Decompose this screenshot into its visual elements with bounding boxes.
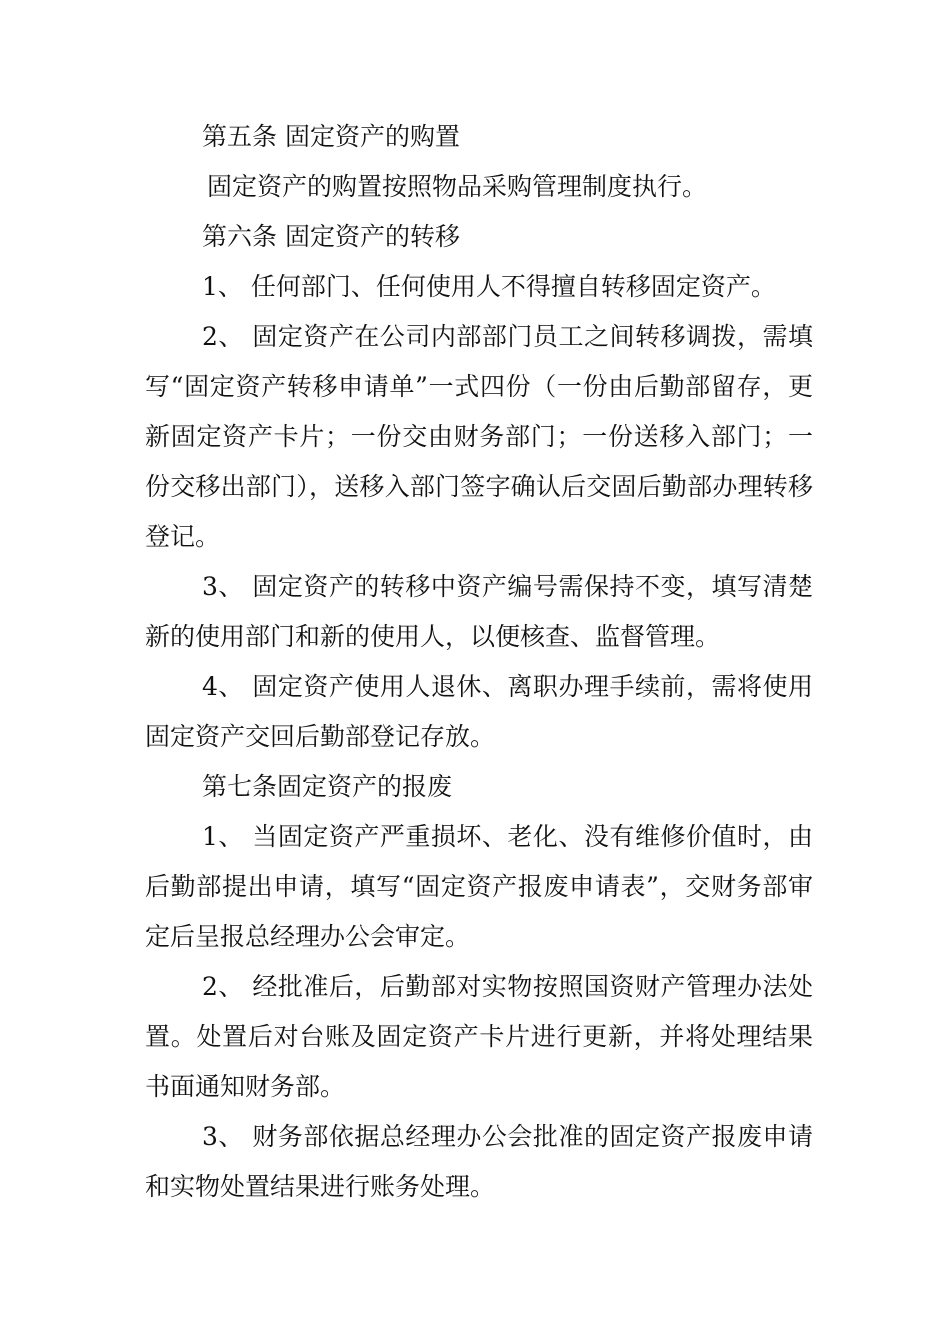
article-6-item-4: 4、 固定资产使用人退休、离职办理手续前，需将使用固定资产交回后勤部登记存放。 [145,672,813,751]
article-6-heading: 第六条 固定资产的转移 [202,222,460,251]
article-7-item-3: 3、 财务部依据总经理办公会批准的固定资产报废申请和实物处置结果进行账务处理。 [145,1122,813,1201]
article-5-paragraph: 固定资产的购置按照物品采购管理制度执行。 [207,172,708,201]
article-7-item-2: 2、 经批准后，后勤部对实物按照国资财产管理办法处置。处置后对台账及固定资产卡片进行更新，并将处理结果书面通知财务部。 [145,972,813,1101]
article-6-item-2: 2、 固定资产在公司内部部门员工之间转移调拨，需填写“固定资产转移申请单”一式四份（一份由后勤部留存，更新固定资产卡片；一份交由财务部门；一份送移入部门；一份交移出部门），送移入部门签字确认后交固后勤部办理转移登记。 [145,322,813,551]
document-body [145,112,813,1212]
article-6-item-1: 1、 任何部门、任何使用人不得擅自转移固定资产。 [202,272,776,301]
article-7-heading: 第七条固定资产的报废 [202,772,453,801]
article-5-heading: 第五条 固定资产的购置 [202,122,460,151]
article-7-item-1: 1、 当固定资产严重损坏、老化、没有维修价值时，由后勤部提出申请，填写“固定资产报废申请表”，交财务部审定后呈报总经理办公会审定。 [145,822,813,951]
article-6-item-3: 3、 固定资产的转移中资产编号需保持不变，填写清楚新的使用部门和新的使用人，以便核查、监督管理。 [145,572,813,651]
